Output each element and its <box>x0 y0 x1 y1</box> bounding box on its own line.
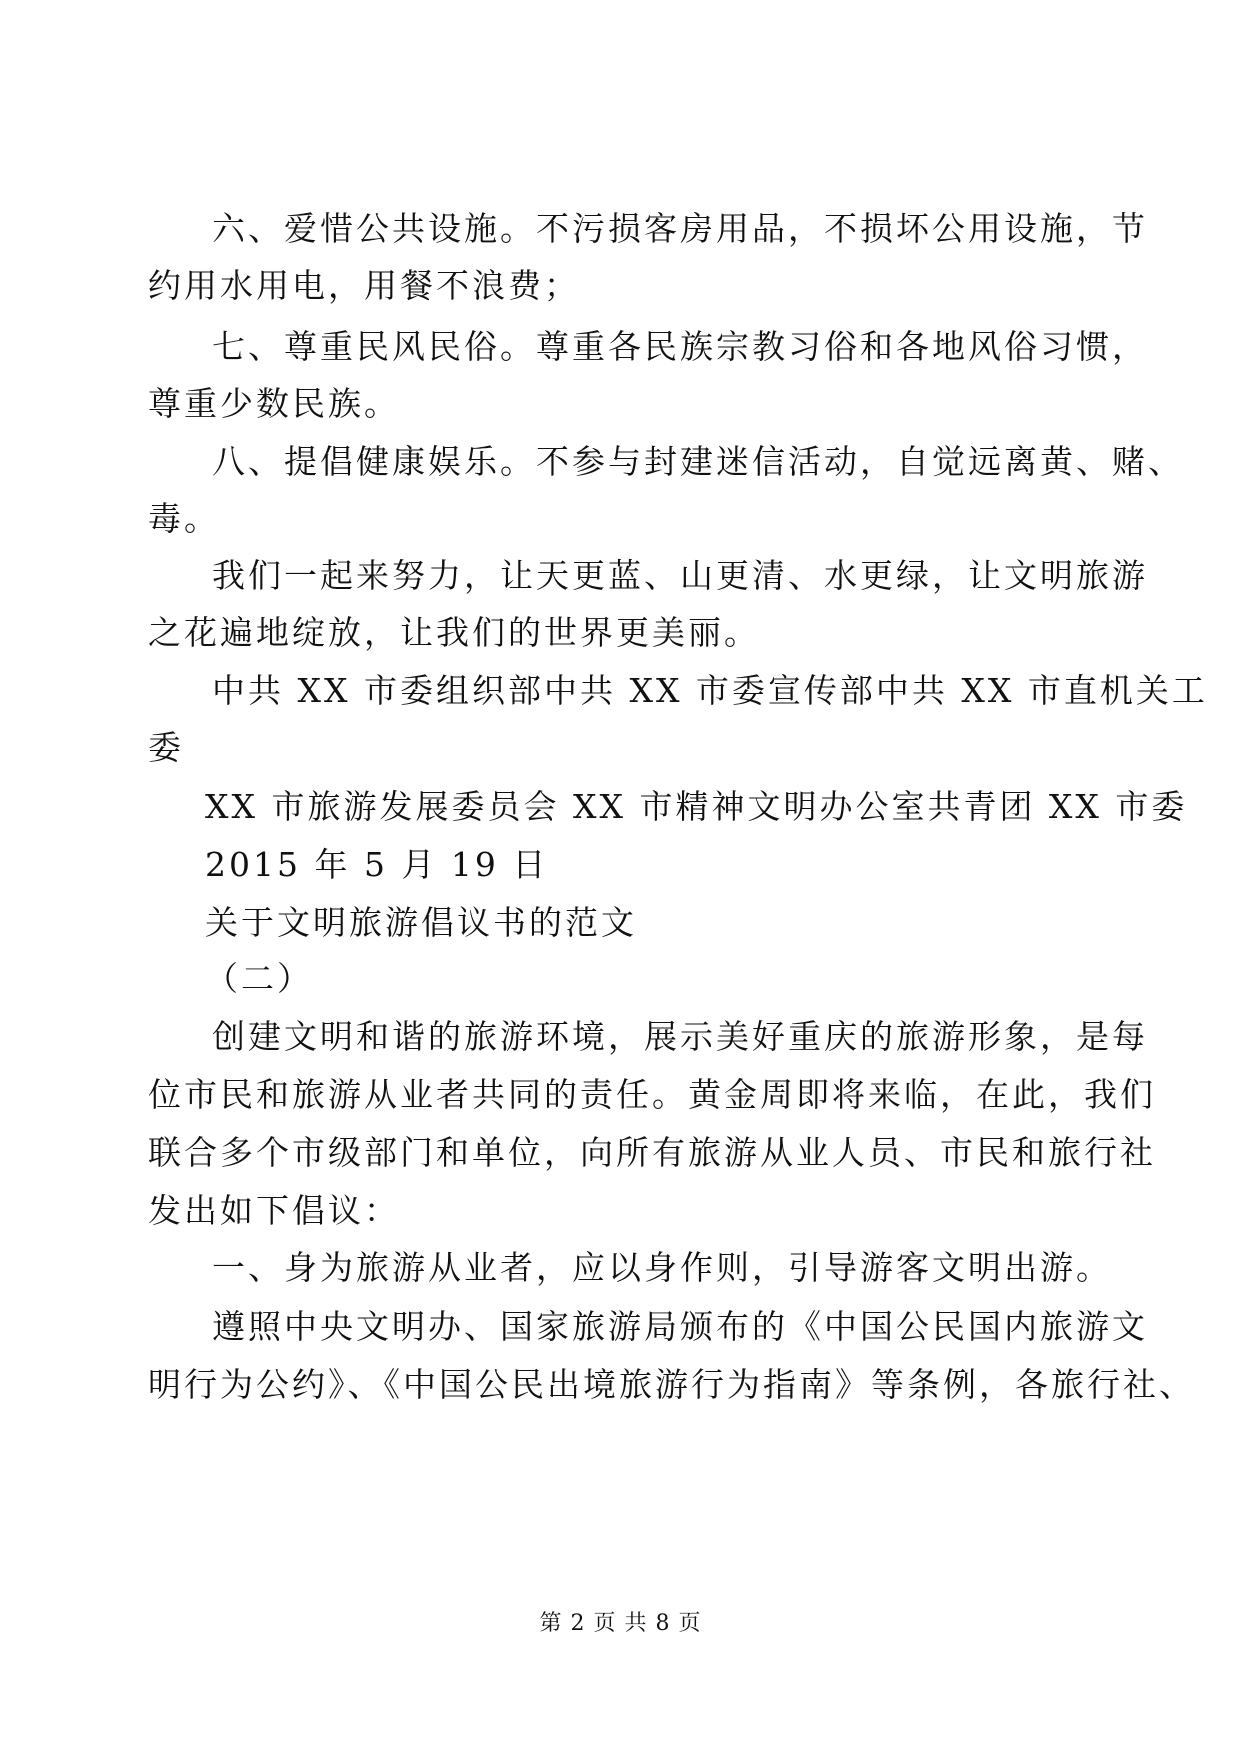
page-footer: 第 2 页 共 8 页 <box>539 1611 702 1636</box>
text-line-21: 明行为公约》、《中国公民出境旅游行为指南》等条例，各旅行社、 <box>148 1365 1195 1404</box>
text-line-1: 六、爱惜公共设施。不污损客房用品，不损坏公用设施，节 <box>212 209 1148 248</box>
text-line-7: 我们一起来努力，让天更蓝、山更清、水更绿，让文明旅游 <box>212 556 1148 595</box>
text-line-4: 尊重少数民族。 <box>148 384 400 423</box>
text-line-11: XX 市旅游发展委员会 XX 市精神文明办公室共青团 XX 市委 <box>205 787 1188 826</box>
section-number: （二） <box>205 959 313 998</box>
text-line-10: 委 <box>148 728 184 767</box>
text-line-2: 约用水用电，用餐不浪费； <box>148 266 580 305</box>
text-line-17: 联合多个市级部门和单位，向所有旅游从业人员、市民和旅行社 <box>148 1133 1156 1172</box>
text-line-6: 毒。 <box>148 499 220 538</box>
text-line-19: 一、身为旅游从业者，应以身作则，引导游客文明出游。 <box>212 1248 1112 1287</box>
text-line-15: 创建文明和谐的旅游环境，展示美好重庆的旅游形象，是每 <box>212 1017 1148 1056</box>
text-line-16: 位市民和旅游从业者共同的责任。黄金周即将来临，在此，我们 <box>148 1075 1156 1114</box>
section-title: 关于文明旅游倡议书的范文 <box>205 903 637 942</box>
text-line-3: 七、尊重民风民俗。尊重各民族宗教习俗和各地风俗习惯， <box>212 327 1148 366</box>
text-line-9: 中共 XX 市委组织部中共 XX 市委宣传部中共 XX 市直机关工 <box>212 671 1208 710</box>
text-line-20: 遵照中央文明办、国家旅游局颁布的《中国公民国内旅游文 <box>212 1307 1148 1346</box>
text-line-8: 之花遍地绽放，让我们的世界更美丽。 <box>148 613 760 652</box>
text-line-18: 发出如下倡议： <box>148 1191 400 1230</box>
date-line: 2015 年 5 月 19 日 <box>205 845 549 884</box>
text-line-5: 八、提倡健康娱乐。不参与封建迷信活动，自觉远离黄、赌、 <box>212 442 1184 481</box>
